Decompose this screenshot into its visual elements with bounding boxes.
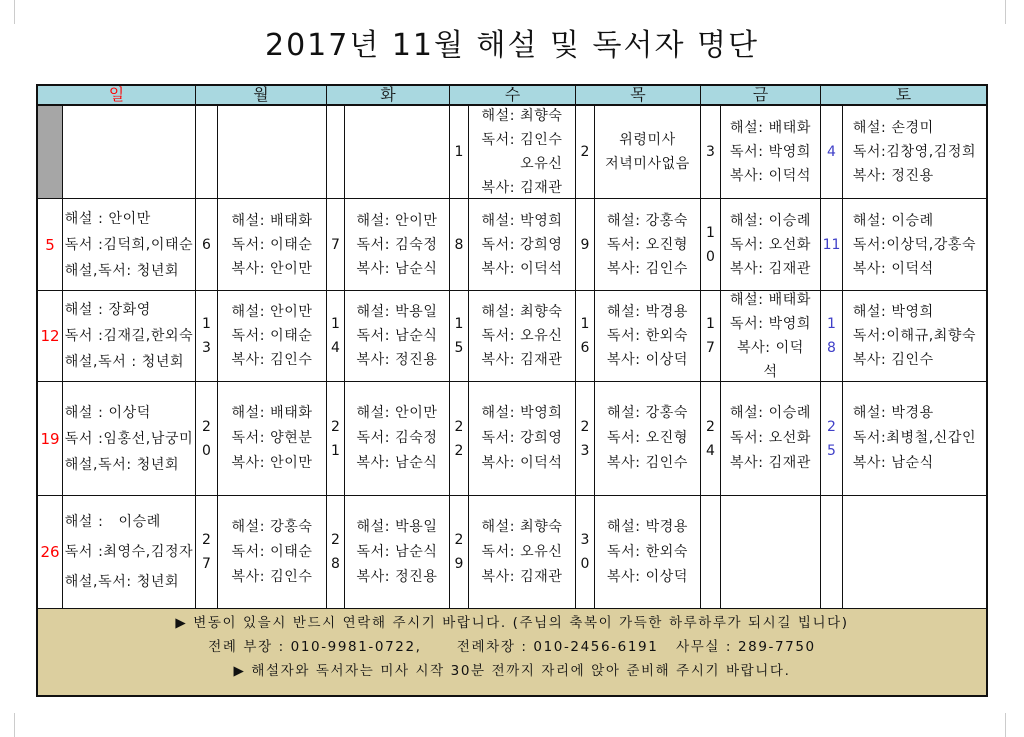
schedule-cell-27 bbox=[218, 496, 327, 609]
date-cell-6 bbox=[196, 199, 218, 291]
duty-list bbox=[730, 401, 811, 476]
duty-list bbox=[357, 401, 438, 476]
duty-list bbox=[357, 209, 438, 281]
duty-line: 독서: 남순식 bbox=[356, 328, 438, 344]
duty-line: 해설: 배태화 bbox=[730, 120, 811, 136]
date-number-25: 25 bbox=[827, 418, 836, 459]
date-number-14: 14 bbox=[331, 316, 340, 356]
date-cell-19 bbox=[38, 382, 63, 496]
duty-list bbox=[65, 206, 193, 284]
duty-line: 해설: 안이만 bbox=[231, 304, 313, 320]
duty-line: 해설: 박영희 bbox=[481, 212, 563, 229]
schedule-cell-30 bbox=[595, 496, 701, 609]
notice-footer bbox=[38, 609, 986, 695]
date-cell-2 bbox=[576, 106, 595, 199]
schedule-cell-28 bbox=[345, 496, 450, 609]
duty-line: 독서:이상덕,강홍숙 bbox=[852, 236, 977, 253]
date-cell-28 bbox=[327, 496, 345, 609]
schedule-cell-21 bbox=[345, 382, 450, 496]
date-number-23: 23 bbox=[580, 418, 590, 459]
duty-line: 복사: 김인수 bbox=[231, 352, 313, 368]
date-cell-27 bbox=[196, 496, 218, 609]
crop-mark bbox=[1005, 713, 1006, 737]
duty-list bbox=[730, 209, 811, 281]
duty-line: 독서 :최영수,김정자 bbox=[64, 544, 194, 560]
blank-date-cell bbox=[821, 496, 843, 609]
arrival-instruction: ▶ 해설자와 독서자는 미사 시작 30분 전까지 자리에 앉아 준비해 주시기 바랍니다. bbox=[233, 663, 791, 679]
blank-date-cell bbox=[196, 106, 218, 199]
date-cell-8 bbox=[450, 199, 469, 291]
duty-line: 해설: 강홍숙 bbox=[607, 405, 688, 421]
duty-list bbox=[730, 288, 811, 384]
duty-line: 석 bbox=[763, 364, 778, 380]
schedule-cell-10 bbox=[721, 199, 821, 291]
duty-list bbox=[607, 401, 688, 476]
date-number-10: 10 bbox=[706, 224, 715, 265]
duty-list bbox=[853, 401, 976, 476]
date-cell-7 bbox=[327, 199, 345, 291]
schedule-cell-8 bbox=[469, 199, 576, 291]
date-number-18: 18 bbox=[827, 316, 836, 356]
duty-line: 독서: 오유신 bbox=[481, 328, 563, 344]
duty-line: 복사: 정진용 bbox=[356, 352, 438, 368]
date-number-28: 28 bbox=[331, 532, 340, 572]
date-cell-14 bbox=[327, 291, 345, 382]
schedule-cell-23 bbox=[595, 382, 701, 496]
duty-line: 복사: 김인수 bbox=[607, 455, 688, 471]
schedule-cell-29 bbox=[469, 496, 576, 609]
date-cell-30 bbox=[576, 496, 595, 609]
duty-line: 해설: 최향숙 bbox=[481, 108, 563, 124]
date-number-11: 11 bbox=[822, 236, 841, 253]
date-number-3: 3 bbox=[706, 144, 715, 160]
duty-line: 복사: 김재관 bbox=[481, 352, 563, 368]
date-cell-12 bbox=[38, 291, 63, 382]
schedule-cell-22 bbox=[469, 382, 576, 496]
duty-line: 독서: 강희영 bbox=[481, 236, 563, 253]
schedule-cell-6 bbox=[218, 199, 327, 291]
duty-line: 해설,독서: 청년회 bbox=[64, 456, 180, 473]
duty-line: 복사: 이덕석 bbox=[481, 455, 563, 471]
blank-day-cell bbox=[843, 496, 986, 609]
date-number-22: 22 bbox=[454, 418, 464, 459]
schedule-table bbox=[36, 84, 988, 697]
blank-day-cell bbox=[721, 496, 821, 609]
duty-list bbox=[232, 300, 313, 372]
duty-list bbox=[853, 116, 976, 188]
date-number-9: 9 bbox=[580, 236, 590, 253]
duty-line: 오유신 bbox=[520, 156, 563, 172]
duty-line: 복사: 안이만 bbox=[231, 455, 313, 471]
weekday-header-sunday: 일 bbox=[38, 86, 196, 106]
weekday-header-tuesday: 화 bbox=[327, 86, 450, 106]
duty-line: 복사: 김재관 bbox=[730, 455, 811, 471]
schedule-cell-5 bbox=[63, 199, 196, 291]
blank-date-cell bbox=[327, 106, 345, 199]
duty-line: 해설: 최향숙 bbox=[481, 304, 563, 320]
crop-mark bbox=[14, 713, 15, 737]
duty-line: 복사: 남순식 bbox=[356, 455, 438, 471]
duty-line: 복사: 정진용 bbox=[356, 568, 438, 585]
duty-line: 독서: 오선화 bbox=[730, 236, 811, 253]
duty-line: 독서: 남순식 bbox=[356, 543, 438, 560]
duty-line: 독서: 오선화 bbox=[730, 430, 811, 446]
duty-line: 해설 : 장화영 bbox=[64, 302, 151, 318]
duty-line: 해설: 박용일 bbox=[356, 304, 438, 320]
schedule-cell-26 bbox=[63, 496, 196, 609]
duty-line: 위령미사 bbox=[619, 132, 676, 148]
date-cell-25 bbox=[821, 382, 843, 496]
schedule-cell-1 bbox=[469, 106, 576, 199]
date-cell-24 bbox=[701, 382, 721, 496]
date-cell-3 bbox=[701, 106, 721, 199]
date-number-24: 24 bbox=[706, 418, 715, 459]
date-number-7: 7 bbox=[331, 236, 340, 253]
duty-line: 해설: 박영희 bbox=[481, 405, 563, 421]
duty-line: 독서 :김재길,한외숙 bbox=[64, 328, 194, 344]
date-number-12: 12 bbox=[40, 327, 60, 345]
schedule-cell-13 bbox=[218, 291, 327, 382]
schedule-cell-7 bbox=[345, 199, 450, 291]
duty-line: 복사: 김인수 bbox=[852, 352, 934, 368]
duty-line: 해설: 손경미 bbox=[852, 120, 934, 136]
duty-line: 독서: 오유신 bbox=[481, 543, 563, 560]
duty-list bbox=[730, 116, 811, 188]
date-number-20: 20 bbox=[202, 418, 211, 459]
duty-line: 독서:이해규,최향숙 bbox=[852, 328, 977, 344]
duty-line: 해설: 안이만 bbox=[356, 212, 438, 229]
date-cell-20 bbox=[196, 382, 218, 496]
date-cell-15 bbox=[450, 291, 469, 382]
duty-list bbox=[607, 515, 688, 590]
duty-line: 독서: 한외숙 bbox=[607, 543, 688, 560]
duty-line: 독서: 이태순 bbox=[231, 328, 313, 344]
duty-list bbox=[232, 209, 313, 281]
schedule-cell-9 bbox=[595, 199, 701, 291]
duty-line: 해설,독서: 청년회 bbox=[64, 574, 180, 590]
duty-line: 해설: 강홍숙 bbox=[231, 518, 313, 535]
duty-line: 해설: 배태화 bbox=[231, 405, 313, 421]
duty-line: 저녁미사없음 bbox=[605, 156, 690, 172]
date-cell-13 bbox=[196, 291, 218, 382]
schedule-cell-4 bbox=[843, 106, 986, 199]
duty-line: 해설: 박경용 bbox=[607, 304, 688, 320]
duty-line: 해설: 이승례 bbox=[730, 212, 811, 229]
duty-line: 독서: 강희영 bbox=[481, 430, 563, 446]
date-number-15: 15 bbox=[454, 316, 464, 356]
duty-line: 복사: 남순식 bbox=[852, 455, 934, 471]
date-number-5: 5 bbox=[45, 235, 55, 254]
duty-line: 복사: 김재관 bbox=[481, 180, 563, 196]
schedule-cell-11 bbox=[843, 199, 986, 291]
duty-line: 해설: 이승례 bbox=[730, 405, 811, 421]
duty-line: 복사: 이상덕 bbox=[607, 352, 688, 368]
schedule-cell-19 bbox=[63, 382, 196, 496]
schedule-cell-15 bbox=[469, 291, 576, 382]
duty-line: 독서 :임홍선,남궁미 bbox=[64, 430, 194, 447]
blank-day-cell bbox=[345, 106, 450, 199]
duty-line: 복사: 김인수 bbox=[607, 260, 688, 277]
duty-line: 해설 : 안이만 bbox=[64, 210, 151, 227]
duty-list bbox=[65, 507, 193, 597]
duty-line: 독서:김창영,김정희 bbox=[852, 144, 977, 160]
duty-line: 복사: 김재관 bbox=[481, 568, 563, 585]
date-number-6: 6 bbox=[202, 236, 211, 253]
duty-line: 복사: 정진용 bbox=[852, 168, 934, 184]
contact-phone-numbers: 전례 부장 : 010-9981-0722, 전례차장 : 010-2456-6191 사무실 : 289-7750 bbox=[208, 639, 816, 655]
date-cell-22 bbox=[450, 382, 469, 496]
duty-line: 해설: 배태화 bbox=[231, 212, 313, 229]
duty-line: 독서: 한외숙 bbox=[607, 328, 688, 344]
duty-list bbox=[853, 209, 976, 281]
date-cell-17 bbox=[701, 291, 721, 382]
crop-mark bbox=[1005, 0, 1006, 24]
schedule-cell-14 bbox=[345, 291, 450, 382]
duty-line: 독서: 박영희 bbox=[730, 316, 811, 332]
duty-line: 복사: 이상덕 bbox=[607, 568, 688, 585]
schedule-cell-3 bbox=[721, 106, 821, 199]
date-number-19: 19 bbox=[40, 429, 60, 448]
date-cell-10 bbox=[701, 199, 721, 291]
duty-line: 독서 :김덕희,이태순 bbox=[64, 236, 194, 253]
duty-line: 독서:최병철,신갑인 bbox=[852, 430, 977, 446]
duty-line: 복사: 이덕석 bbox=[852, 260, 934, 277]
duty-line: 해설: 안이만 bbox=[356, 405, 438, 421]
duty-line: 해설 : 이승례 bbox=[64, 514, 161, 530]
schedule-cell-18 bbox=[843, 291, 986, 382]
date-cell-16 bbox=[576, 291, 595, 382]
date-number-17: 17 bbox=[706, 316, 715, 356]
date-number-29: 29 bbox=[454, 532, 464, 572]
blank-date-cell bbox=[38, 106, 63, 199]
date-number-26: 26 bbox=[40, 543, 60, 561]
duty-list bbox=[65, 400, 193, 478]
date-cell-4 bbox=[821, 106, 843, 199]
schedule-cell-16 bbox=[595, 291, 701, 382]
duty-line: 독서: 오진형 bbox=[607, 236, 688, 253]
duty-list bbox=[482, 515, 563, 590]
duty-line: 해설: 강홍숙 bbox=[607, 212, 688, 229]
duty-line: 독서: 김숙정 bbox=[356, 430, 438, 446]
duty-list bbox=[605, 128, 690, 176]
duty-list bbox=[482, 209, 563, 281]
duty-line: 복사: 이덕석 bbox=[481, 260, 563, 277]
duty-line: 독서: 양현분 bbox=[231, 430, 313, 446]
duty-line: 독서: 박영희 bbox=[730, 144, 811, 160]
date-number-2: 2 bbox=[580, 144, 590, 160]
duty-line: 독서: 김인수 bbox=[481, 132, 563, 148]
change-contact-notice: ▶ 변동이 있을시 반드시 연락해 주시기 바랍니다. (주님의 축복이 가득한 하루하루가 되시길 빕니다) bbox=[175, 615, 849, 631]
schedule-cell-24 bbox=[721, 382, 821, 496]
weekday-header-thursday: 목 bbox=[576, 86, 701, 106]
duty-list bbox=[232, 401, 313, 476]
duty-line: 해설,독서 : 청년회 bbox=[64, 354, 185, 370]
date-number-4: 4 bbox=[827, 144, 836, 160]
blank-day-cell bbox=[63, 106, 196, 199]
duty-list bbox=[482, 300, 563, 372]
duty-line: 해설: 배태화 bbox=[730, 292, 811, 308]
duty-line: 복사: 김인수 bbox=[231, 568, 313, 585]
date-number-21: 21 bbox=[331, 418, 340, 459]
schedule-cell-2 bbox=[595, 106, 701, 199]
duty-list bbox=[482, 104, 563, 200]
date-number-8: 8 bbox=[454, 236, 464, 253]
blank-date-cell bbox=[701, 496, 721, 609]
duty-list bbox=[232, 515, 313, 590]
duty-list bbox=[357, 515, 438, 590]
crop-mark bbox=[14, 0, 15, 24]
duty-list bbox=[607, 209, 688, 281]
date-cell-1 bbox=[450, 106, 469, 199]
weekday-header-saturday: 토 bbox=[821, 86, 986, 106]
blank-day-cell bbox=[218, 106, 327, 199]
date-cell-29 bbox=[450, 496, 469, 609]
date-number-13: 13 bbox=[202, 316, 211, 356]
duty-line: 해설: 박용일 bbox=[356, 518, 438, 535]
date-cell-9 bbox=[576, 199, 595, 291]
date-cell-18 bbox=[821, 291, 843, 382]
duty-line: 복사: 이덕 bbox=[737, 340, 804, 356]
date-number-27: 27 bbox=[202, 532, 211, 572]
duty-line: 해설: 박경용 bbox=[607, 518, 688, 535]
duty-line: 해설: 최향숙 bbox=[481, 518, 563, 535]
duty-line: 해설 : 이상덕 bbox=[64, 404, 151, 421]
duty-line: 독서: 오진형 bbox=[607, 430, 688, 446]
duty-line: 독서: 이태순 bbox=[231, 236, 313, 253]
duty-line: 해설,독서: 청년회 bbox=[64, 262, 180, 279]
duty-line: 해설: 박영희 bbox=[852, 304, 934, 320]
duty-line: 복사: 김재관 bbox=[730, 260, 811, 277]
schedule-cell-17 bbox=[721, 291, 821, 382]
date-cell-5 bbox=[38, 199, 63, 291]
duty-line: 해설: 박경용 bbox=[852, 405, 934, 421]
duty-line: 복사: 안이만 bbox=[231, 260, 313, 277]
date-number-30: 30 bbox=[580, 532, 590, 572]
page-title: 2017년 11월 해설 및 독서자 명단 bbox=[264, 28, 759, 63]
duty-list bbox=[853, 300, 976, 372]
date-cell-21 bbox=[327, 382, 345, 496]
duty-list bbox=[65, 297, 193, 375]
duty-list bbox=[482, 401, 563, 476]
weekday-header-wednesday: 수 bbox=[450, 86, 576, 106]
duty-line: 복사: 남순식 bbox=[356, 260, 438, 277]
schedule-cell-20 bbox=[218, 382, 327, 496]
duty-line: 독서: 김숙정 bbox=[356, 236, 438, 253]
duty-line: 복사: 이덕석 bbox=[730, 168, 811, 184]
weekday-header-friday: 금 bbox=[701, 86, 821, 106]
date-cell-11 bbox=[821, 199, 843, 291]
weekday-header-monday: 월 bbox=[196, 86, 327, 106]
schedule-cell-12 bbox=[63, 291, 196, 382]
date-number-16: 16 bbox=[580, 316, 590, 356]
date-number-1: 1 bbox=[454, 144, 464, 160]
date-cell-26 bbox=[38, 496, 63, 609]
schedule-cell-25 bbox=[843, 382, 986, 496]
duty-list bbox=[357, 300, 438, 372]
date-cell-23 bbox=[576, 382, 595, 496]
duty-line: 해설: 이승례 bbox=[852, 212, 934, 229]
duty-line: 독서: 이태순 bbox=[231, 543, 313, 560]
duty-list bbox=[607, 300, 688, 372]
